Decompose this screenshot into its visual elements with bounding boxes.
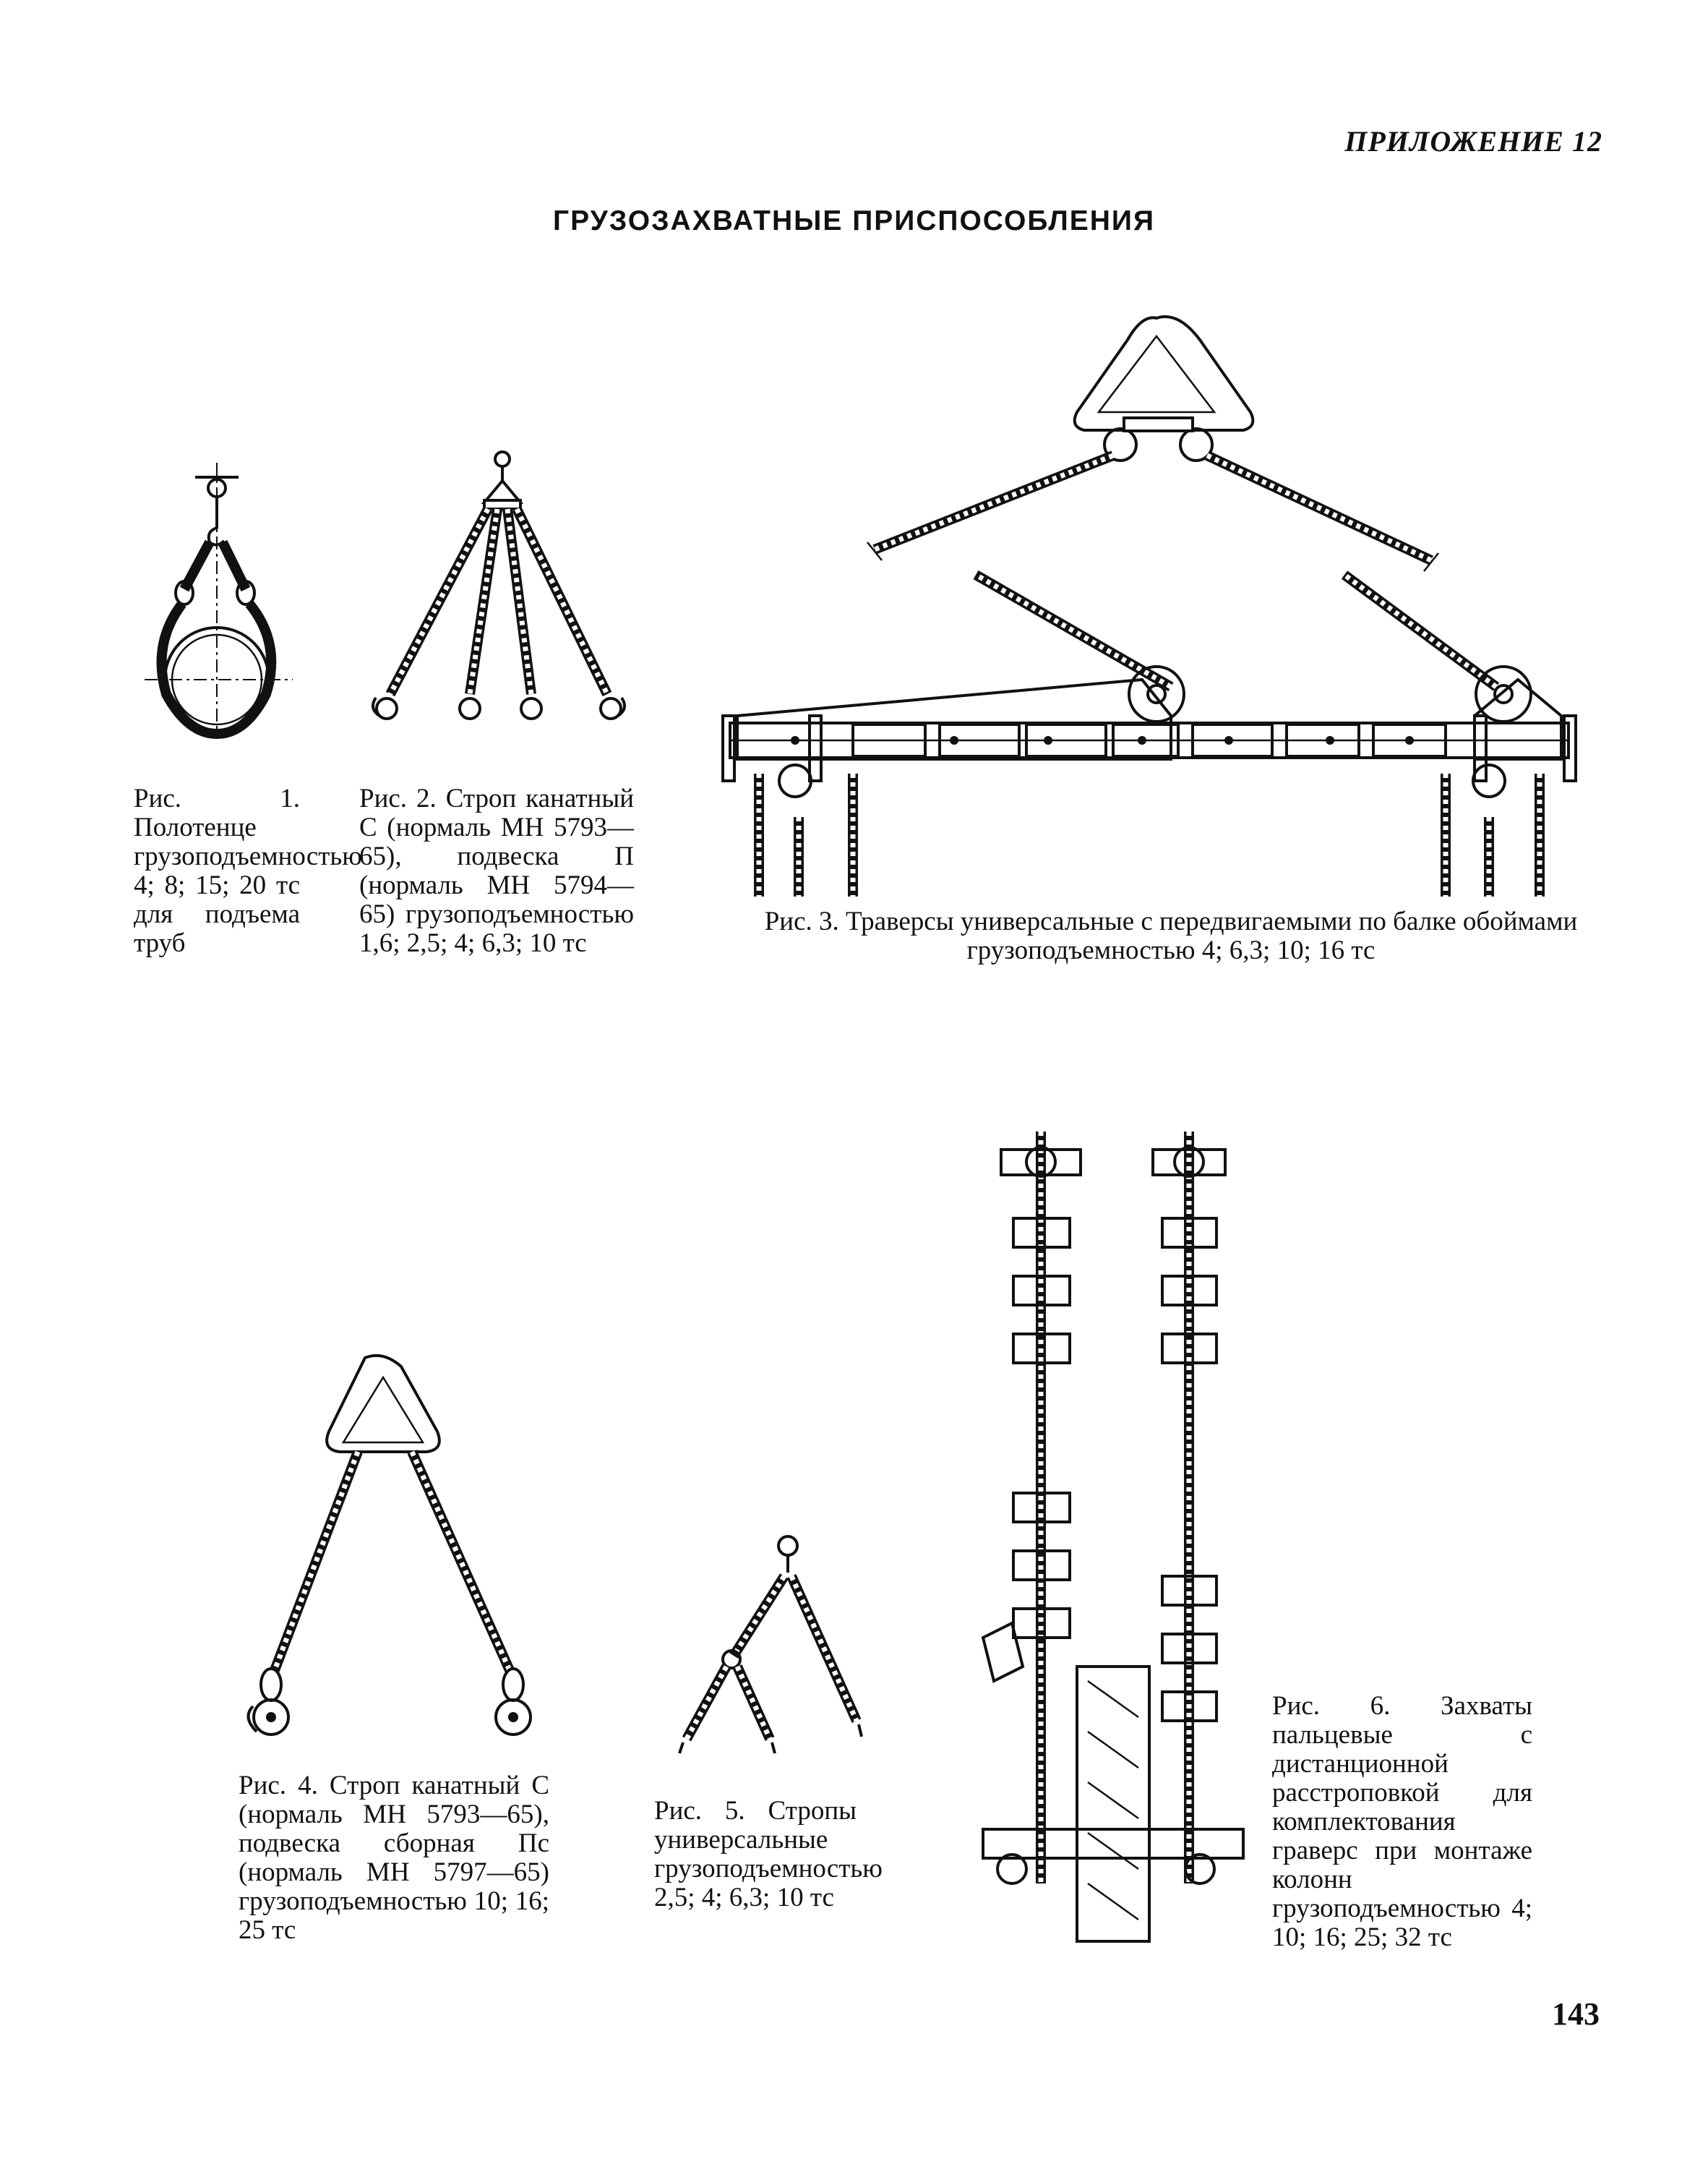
- fig3-drawing: [708, 311, 1590, 904]
- fig4-drawing: [239, 1352, 557, 1742]
- fig1-caption: Рис. 1. Полотенце грузоподъемностью 4; 8; 15; 20 тс для подъема труб: [134, 784, 362, 958]
- fig1-drawing: [137, 463, 304, 745]
- fig6-drawing: [969, 1117, 1243, 1941]
- fig3-caption: Рис. 3. Траверсы универсальные с передвигаемыми по балке обоймами грузоподъемностью 4; 6,3; 10; 16 тс: [764, 907, 1578, 965]
- fig5-drawing: [665, 1533, 867, 1764]
- fig2-drawing: [361, 448, 643, 730]
- fig6-caption: Рис. 6. Захваты пальцевые с дистанционной расстроповкой для комплектования граверс при монтаже колонн грузоподъемностью 4; 10; 16; 25; 32 тс: [1272, 1691, 1532, 1952]
- fig2-caption: Рис. 2. Строп канатный С (нормаль МН 5793—65), подвеска П (нормаль МН 5794—65) грузоподъемностью 1,6; 2,5; 4; 6,3; 10 тс: [359, 784, 634, 958]
- appendix-label: ПРИЛОЖЕНИЕ 12: [1344, 125, 1602, 158]
- page-title: ГРУЗОЗАХВАТНЫЕ ПРИСПОСОБЛЕНИЯ: [553, 205, 1155, 236]
- fig4-caption: Рис. 4. Строп канатный С (нормаль МН 5793—65), подвеска сборная Пс (нормаль МН 5797—65) грузоподъемностью 10; 16; 25 тс: [239, 1771, 549, 1945]
- page-number: 143: [1552, 1996, 1600, 2032]
- fig5-caption: Рис. 5. Стропы универсальные грузоподъемностью 2,5; 4; 6,3; 10 тс: [654, 1796, 883, 1912]
